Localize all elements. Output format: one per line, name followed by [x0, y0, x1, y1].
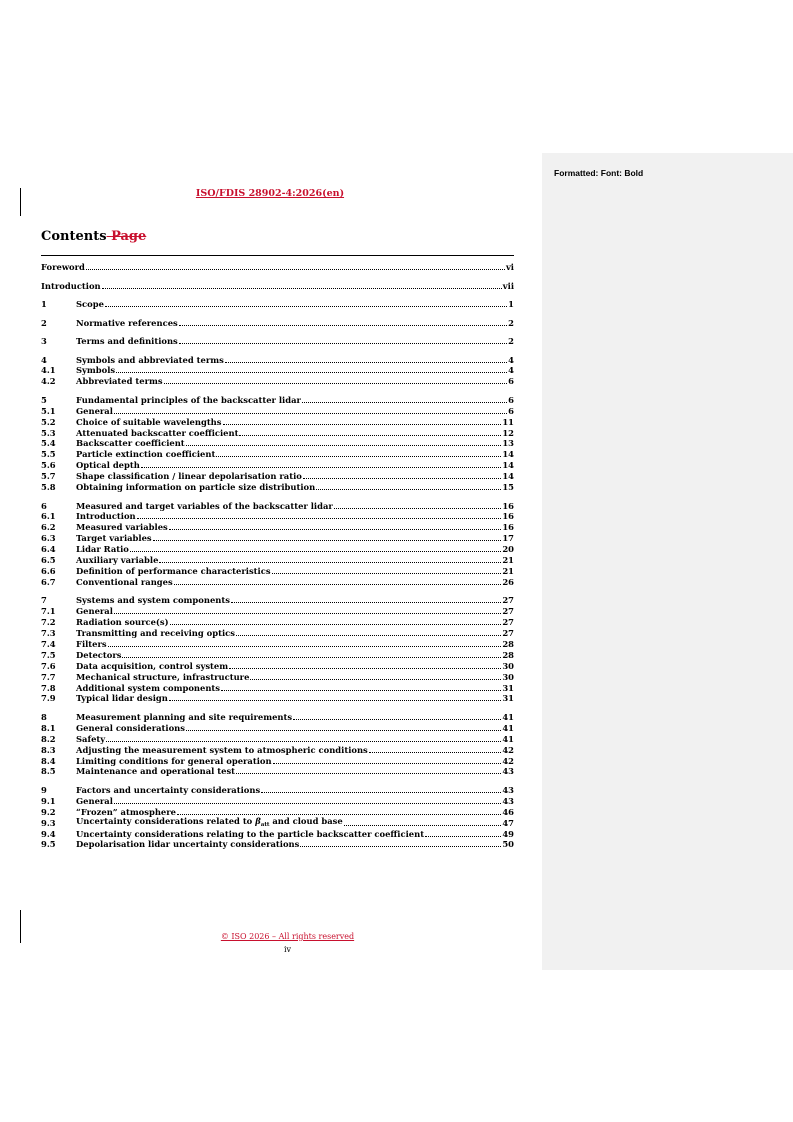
toc-entry-title: Conventional ranges: [76, 576, 173, 587]
toc-entry-number: 4.2: [41, 376, 56, 387]
toc-entry[interactable]: [41, 296, 514, 309]
toc-entry-title: Measurement planning and site requirements: [76, 711, 293, 722]
toc-entry[interactable]: [41, 315, 514, 328]
toc-entry-number: 6.2: [41, 522, 56, 533]
document-id: ISO/FDIS 28902-4:2026(en): [195, 188, 345, 199]
toc-entry-title: Normative references: [76, 317, 178, 328]
toc-entry-title: Introduction: [41, 280, 101, 291]
toc-entry-number: 2: [41, 317, 47, 328]
toc-entry[interactable]: [41, 836, 514, 849]
toc-entry[interactable]: [41, 574, 514, 587]
toc-entry-number: 6: [41, 500, 47, 511]
toc-entry-number: 6.6: [41, 565, 56, 576]
toc-entry-page: 46: [502, 806, 514, 817]
toc-entry-title: Attenuated backscatter coefficient: [76, 427, 239, 438]
comments-pane: [542, 153, 793, 970]
toc-entry-number: 7.4: [41, 638, 56, 649]
toc-entry-number: 8.1: [41, 722, 56, 733]
toc-entry-page: 6: [508, 394, 514, 405]
toc-entry-number: 8.2: [41, 733, 56, 744]
beta-symbol: β: [255, 815, 261, 826]
toc-entry[interactable]: [41, 763, 514, 776]
toc-entry-title-text: Uncertainty considerations related to: [76, 815, 256, 826]
toc-entry-page: 43: [502, 766, 514, 777]
toc-entry-number: 8: [41, 711, 47, 722]
dot-leader: [102, 287, 502, 289]
toc-entry-page: 4: [508, 354, 514, 365]
toc-entry-title: Measured variables: [76, 522, 168, 533]
toc-entry-number: 9.2: [41, 806, 56, 817]
toc-entry[interactable]: [41, 259, 514, 272]
toc-entry-page: 21: [502, 555, 514, 565]
toc-entry-page: 14: [502, 471, 514, 482]
toc-entry-number: 1: [41, 299, 47, 309]
toc-entry-number: 6.3: [41, 533, 56, 544]
toc-entry-title: Limiting conditions for general operation: [76, 755, 272, 766]
toc-entry-number: 9.4: [41, 828, 56, 839]
toc-entry-number: 5.7: [41, 471, 56, 482]
dot-leader: [179, 324, 507, 326]
toc-entry-page: 27: [502, 606, 514, 617]
toc-entry-page: 43: [502, 784, 514, 795]
toc-entry-number: 5.2: [41, 416, 56, 427]
toc-entry-title: Shape classification / linear depolarisation ratio: [76, 471, 302, 482]
toc-entry-title: Backscatter coefficient: [76, 438, 185, 449]
deleted-word: Page: [111, 229, 147, 244]
toc-entry-page: 17: [502, 533, 514, 544]
toc-entry-title: General considerations: [76, 722, 185, 733]
toc-entry-title: Foreword: [41, 262, 85, 272]
toc-entry-page: 14: [502, 449, 514, 460]
copyright-notice[interactable]: © ISO 2026 – All rights reserved: [220, 932, 355, 941]
toc-entry-page: 6: [508, 376, 514, 387]
toc-entry-title: Obtaining information on particle size distribution: [76, 482, 316, 492]
toc-entry-title: Measured and target variables of the backscatter lidar: [76, 500, 333, 511]
toc-entry-title: Auxiliary variable: [76, 555, 159, 565]
toc-entry-page: 20: [502, 544, 514, 555]
toc-entry-page: 30: [502, 660, 514, 671]
toc-entry-page: 16: [502, 511, 514, 522]
toc-entry-title: Systems and system components: [76, 595, 230, 606]
toc-entry-page: 50: [502, 839, 514, 850]
toc-entry-title: Introduction: [76, 511, 136, 522]
toc-entry-title: Data acquisition, control system: [76, 660, 229, 671]
toc-entry-title: Terms and definitions: [76, 336, 178, 346]
toc-entry-page: 16: [502, 500, 514, 511]
toc-entry-number: 6.4: [41, 544, 56, 555]
dot-leader: [174, 583, 502, 585]
toc-entry-title: Fundamental principles of the backscatter lidar: [76, 394, 301, 405]
toc-entry[interactable]: [41, 278, 514, 291]
page-number: iv: [283, 945, 292, 954]
toc-entry-number: 6.7: [41, 576, 56, 587]
contents-title: Contents: [41, 229, 107, 244]
toc-entry-page: 13: [502, 438, 514, 449]
contents-rule: [41, 255, 514, 256]
toc-entry-number: 5.1: [41, 405, 56, 416]
toc-entry-title: Maintenance and operational test: [76, 766, 236, 777]
toc-entry-number: 9.1: [41, 795, 56, 806]
toc-entry-title: Safety: [76, 733, 106, 744]
toc-entry-title: Target variables: [76, 533, 152, 544]
toc-entry-page: 16: [502, 522, 514, 533]
contents-heading: [41, 229, 146, 244]
toc-entry-page: 41: [502, 722, 514, 733]
dot-leader: [164, 382, 508, 384]
dot-leader: [179, 342, 507, 344]
toc-entry-page: 41: [502, 733, 514, 744]
dot-leader: [236, 772, 501, 774]
toc-entry-number: 5.6: [41, 460, 56, 471]
toc-entry-number: 4: [41, 354, 47, 365]
toc-entry-number: 7.8: [41, 682, 56, 693]
dot-leader: [169, 699, 502, 701]
toc-entry-title: Typical lidar design: [76, 693, 168, 704]
toc-entry[interactable]: [41, 479, 514, 492]
toc-entry-title: Lidar Ratio: [76, 544, 129, 555]
toc-entry-title: Scope: [76, 299, 104, 309]
toc-entry-number: 7.2: [41, 617, 56, 628]
toc-entry-title: Mechanical structure, infrastructure: [76, 671, 250, 682]
toc-entry-number: 7.7: [41, 671, 56, 682]
toc-entry-page: 14: [502, 460, 514, 471]
toc-entry-number: 5: [41, 394, 47, 405]
dot-leader: [86, 268, 505, 270]
toc-entry-title: Choice of suitable wavelengths: [76, 416, 222, 427]
toc-entry-page: 6: [508, 405, 514, 416]
toc-entry-page: 27: [502, 628, 514, 638]
formatting-comment[interactable]: Formatted: Font: Bold: [554, 168, 644, 178]
toc-entry-page: vii: [502, 280, 514, 291]
toc-entry-title: “Frozen” atmosphere: [76, 806, 176, 817]
toc-entry-title: Depolarisation lidar uncertainty considerations: [76, 839, 300, 850]
toc-entry-number: 5.3: [41, 427, 56, 438]
toc-entry-title: Additional system components: [76, 682, 220, 693]
toc-entry-title: Factors and uncertainty considerations: [76, 784, 261, 795]
toc-entry-title: General: [76, 405, 113, 416]
toc-entry-number: 7.3: [41, 628, 56, 638]
toc-entry-number: 7.9: [41, 693, 56, 704]
toc-entry-number: 7: [41, 595, 47, 606]
toc-entry-number: 5.5: [41, 449, 56, 460]
toc-entry-number: 8.3: [41, 744, 56, 755]
toc-entry-title: Detectors: [76, 649, 122, 660]
toc-entry-page: 31: [502, 682, 514, 693]
toc-entry-page: 1: [508, 299, 514, 309]
toc-entry-page: 21: [502, 565, 514, 576]
toc-entry-page: 4: [508, 365, 514, 376]
toc-entry-number: 5.4: [41, 438, 56, 449]
toc-entry[interactable]: [41, 373, 514, 386]
toc-entry-page: 27: [502, 617, 514, 628]
toc-entry-title-suffix: and cloud base: [269, 815, 343, 826]
toc-entry-page: 26: [502, 576, 514, 587]
toc-entry-page: 11: [502, 416, 514, 427]
toc-entry-page: 28: [502, 649, 514, 660]
toc-entry-page: 30: [502, 671, 514, 682]
toc-entry-page: 2: [508, 336, 514, 346]
dot-leader: [300, 845, 501, 847]
toc-entry-number: 6.5: [41, 555, 56, 565]
toc-entry-title: Uncertainty considerations relating to the particle backscatter coefficient: [76, 828, 425, 839]
toc-entry-number: 9: [41, 784, 47, 795]
toc-entry-title: Transmitting and receiving optics: [76, 628, 235, 638]
toc-entry-number: 8.5: [41, 766, 56, 777]
toc-entry-page: 47: [502, 817, 514, 828]
dot-leader: [316, 488, 501, 490]
toc-entry-title: General: [76, 606, 113, 617]
toc-entry-title: Radiation source(s): [76, 617, 169, 628]
toc-entry-number: 7.1: [41, 606, 56, 617]
toc-entry-title: Adjusting the measurement system to atmospheric conditions: [76, 744, 368, 755]
toc-entry-page: 43: [502, 795, 514, 806]
toc-entry-title: Filters: [76, 638, 107, 649]
toc-entry-number: 5.8: [41, 482, 56, 492]
toc-entry-title: General: [76, 795, 113, 806]
toc-entry-page: 15: [502, 482, 514, 492]
toc-entry[interactable]: [41, 333, 514, 346]
toc-entry[interactable]: [41, 690, 514, 703]
toc-entry-number: 3: [41, 336, 47, 346]
toc-entry-number: 8.4: [41, 755, 56, 766]
deleted-page-word: [107, 229, 147, 244]
toc-entry-number: 6.1: [41, 511, 56, 522]
toc-entry-number: 4.1: [41, 365, 56, 376]
toc-entry-page: 28: [502, 638, 514, 649]
toc-entry-title: Definition of performance characteristics: [76, 565, 271, 576]
toc-entry-page: 49: [502, 828, 514, 839]
toc-entry-page: 42: [502, 744, 514, 755]
dot-leader: [105, 305, 507, 307]
toc-entry-page: 27: [502, 595, 514, 606]
toc-entry-page: 31: [502, 693, 514, 704]
toc-entry-page: 12: [502, 427, 514, 438]
toc-entry-title: Abbreviated terms: [76, 376, 163, 387]
toc-entry-page: 41: [502, 711, 514, 722]
toc-entry-title: Optical depth: [76, 460, 140, 471]
toc-entry-number: 7.5: [41, 649, 56, 660]
toc-entry-page: 2: [508, 317, 514, 328]
toc-entry-title: Symbols: [76, 365, 116, 376]
toc-entry-number: 7.6: [41, 660, 56, 671]
toc-entry-page: vi: [505, 262, 514, 272]
toc-entry-number: 9.5: [41, 839, 56, 850]
toc-entry-title: Symbols and abbreviated terms: [76, 354, 224, 365]
toc-entry-page: 42: [502, 755, 514, 766]
toc-entry-number: 9.3: [41, 817, 56, 828]
toc-entry-title: Particle extinction coefficient: [76, 449, 216, 460]
att-subscript: att: [260, 821, 270, 828]
